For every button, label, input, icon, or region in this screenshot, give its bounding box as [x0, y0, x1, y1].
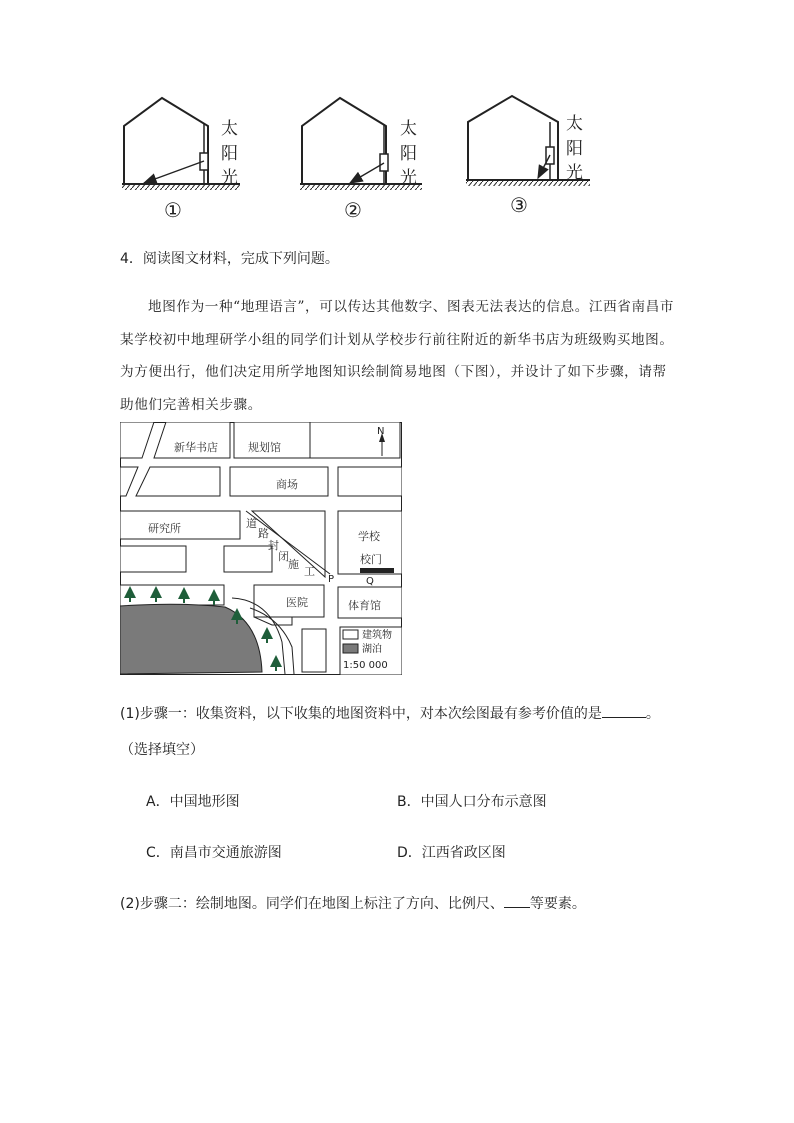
- legend-building-label: 建筑物: [362, 630, 392, 641]
- part1-text-end: 。: [645, 706, 660, 722]
- north-label: N: [377, 426, 385, 437]
- part1-note: （选择填空）: [120, 742, 204, 758]
- sun-char: 阳: [221, 144, 238, 164]
- option-c[interactable]: C．南昌市交通旅游图: [146, 845, 282, 861]
- question-paragraph: 地图作为一种“地理语言”，可以传达其他数字、图表无法表达的信息。江西省南昌市某学校初中地理研学小组的同学们计划从学校步行前往附近的新华书店为班级购买地图。为方便出行，他们决定用所学地图知识绘制简易地图（下图），并设计了如下步骤，请帮助他们完善相关步骤。: [120, 299, 675, 413]
- sun-label-3: [566, 114, 583, 183]
- sun-char: 太: [221, 119, 238, 139]
- sun-label-1: [221, 119, 238, 188]
- sun-char: 阳: [566, 139, 583, 159]
- map-label-planning-hall: 规划馆: [248, 441, 281, 454]
- map-label-mall: 商场: [276, 478, 298, 491]
- map-label-gym: 体育馆: [348, 599, 381, 612]
- point-q-label: Q: [366, 576, 374, 587]
- map-label-school: 学校: [358, 530, 380, 543]
- part2-question: [120, 893, 586, 913]
- road-closed-char: 封: [268, 539, 279, 552]
- road-closed-char: 工: [304, 565, 315, 578]
- sun-char: 光: [221, 168, 238, 188]
- map-legend: [340, 627, 402, 675]
- panel-number-1: ①: [164, 198, 182, 222]
- legend-building-swatch: [343, 630, 358, 639]
- question-heading: 4．阅读图文材料，完成下列问题。: [120, 251, 339, 267]
- map-label-bookstore: 新华书店: [174, 441, 218, 454]
- part1-text: (1)步骤一：收集资料，以下收集的地图资料中，对本次绘图最有参考价值的是: [120, 706, 602, 722]
- part1-question: [120, 703, 660, 723]
- sun-char: 光: [400, 168, 417, 188]
- sun-char: 太: [566, 114, 583, 134]
- sun-label-2: [400, 119, 417, 188]
- legend-scale: 1:50 000: [343, 660, 388, 671]
- legend-lake-swatch: [343, 644, 358, 653]
- sun-char: 阳: [400, 144, 417, 164]
- option-d[interactable]: D．江西省政区图: [397, 845, 506, 861]
- map-label-hospital: 医院: [286, 596, 308, 609]
- part2-text: (2)步骤二：绘制地图。同学们在地图上标注了方向、比例尺、: [120, 896, 504, 912]
- map-label-school-gate: 校门: [360, 553, 382, 566]
- house-sunlight-figure: [112, 92, 602, 224]
- road-closed-char: 路: [258, 527, 269, 540]
- road-closed-char: 道: [246, 517, 257, 530]
- sketch-map: [120, 422, 402, 675]
- panel-number-2: ②: [344, 198, 362, 222]
- school-gate-marker: [360, 568, 394, 573]
- part2-text-end: 等要素。: [529, 896, 586, 912]
- answer-blank-1[interactable]: [602, 716, 646, 718]
- road-closed-char: 施: [288, 558, 299, 571]
- option-a[interactable]: A．中国地形图: [146, 794, 240, 810]
- option-b[interactable]: B．中国人口分布示意图: [397, 794, 547, 810]
- sun-char: 光: [566, 163, 583, 183]
- road-closed-char: 闭: [278, 550, 289, 563]
- panel-number-3: ③: [510, 193, 528, 217]
- sun-char: 太: [400, 119, 417, 139]
- map-label-institute: 研究所: [148, 522, 181, 535]
- point-p-label: P: [328, 574, 335, 585]
- answer-blank-2[interactable]: [504, 906, 530, 908]
- legend-lake-label: 湖泊: [362, 644, 382, 655]
